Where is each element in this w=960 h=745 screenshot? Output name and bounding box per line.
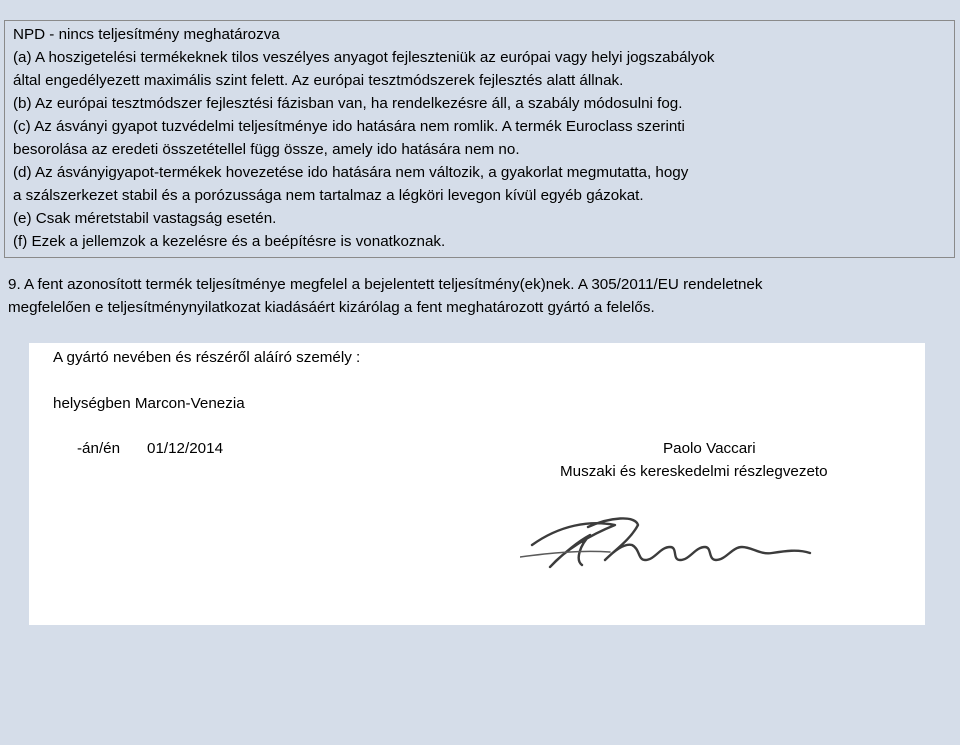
- place: helységben Marcon-Venezia: [53, 395, 245, 412]
- date-label: -án/én: [77, 440, 121, 457]
- notes-line: (e) Csak méretstabil vastagság esetén.: [13, 210, 277, 227]
- notes-line: besorolása az eredeti összetétellel függ össze, amely ido hatására nem no.: [13, 141, 520, 158]
- signature-panel: [29, 343, 925, 625]
- notes-line: (d) Az ásványigyapot-termékek hovezetése ido hatására nem változik, a gyakorlat megmutatta, hogy: [13, 164, 689, 181]
- notes-line: (f) Ezek a jellemzok a kezelésre és a beépítésre is vonatkoznak.: [13, 233, 446, 250]
- signer-role: Muszaki és kereskedelmi részlegvezeto: [560, 463, 828, 480]
- date: 01/12/2014: [147, 440, 224, 457]
- notes-line: NPD - nincs teljesítmény meghatározva: [13, 26, 280, 43]
- notes-line: (c) Az ásványi gyapot tuzvédelmi teljesítménye ido hatására nem romlik. A termék Euroclass szerinti: [13, 118, 685, 135]
- notes-line: által engedélyezett maximális szint felett. Az európai tesztmódszerek fejlesztés alatt állnak.: [13, 72, 624, 89]
- section-9-line-2: megfelelően e teljesítménynyilatkozat kiadásáért kizárólag a fent meghatározott gyártó a felelős.: [8, 299, 655, 316]
- notes-line: (b) Az európai tesztmódszer fejlesztési fázisban van, ha rendelkezésre áll, a szabály módosulni fog.: [13, 95, 683, 112]
- notes-box: [4, 20, 955, 258]
- handwritten-signature: [520, 505, 825, 575]
- notes-line: a szálszerkezet stabil és a porózussága nem tartalmaz a légköri levegon kívül egyéb gázokat.: [13, 187, 644, 204]
- signer-name: Paolo Vaccari: [663, 440, 756, 457]
- section-9-line-1: 9. A fent azonosított termék teljesítménye megfelel a bejelentett teljesítmény(ek)nek. A 305/2011/EU rendeletnek: [8, 276, 763, 293]
- signer-label: A gyártó nevében és részéről aláíró személy :: [53, 349, 361, 366]
- notes-line: (a) A hoszigetelési termékeknek tilos veszélyes anyagot fejleszteniük az európai vagy helyi jogszabályok: [13, 49, 715, 66]
